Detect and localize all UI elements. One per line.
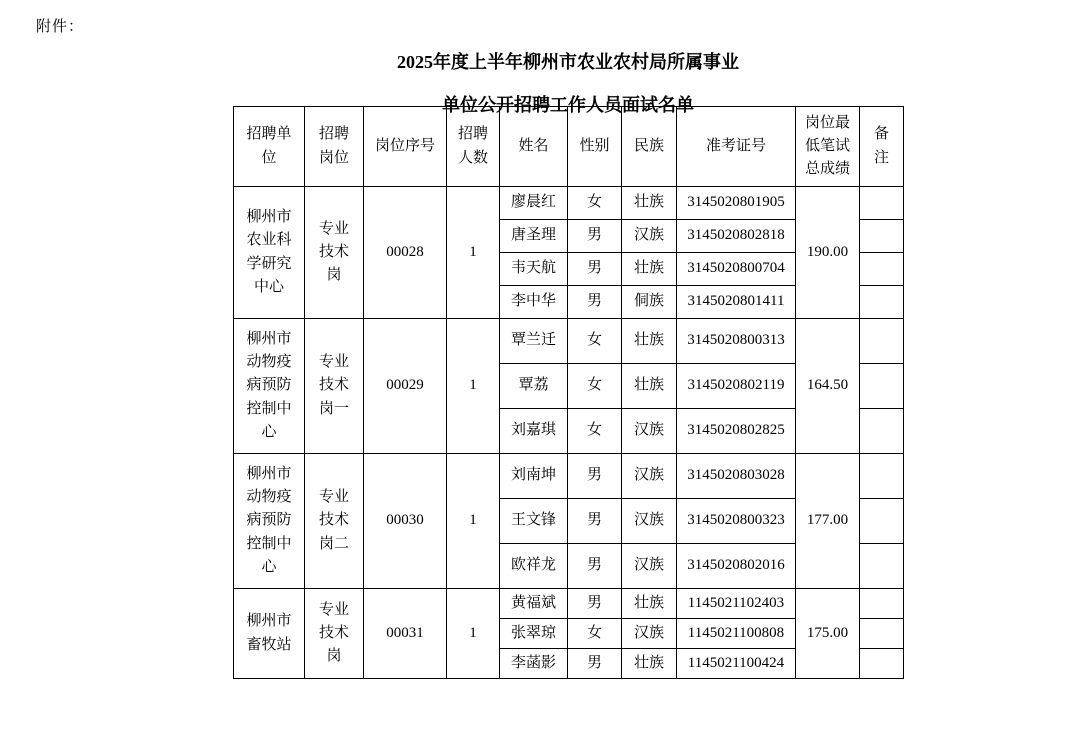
exam-no-cell: 1145021100424 <box>677 649 796 679</box>
exam-no-cell: 3145020800313 <box>677 319 796 364</box>
remark-cell <box>860 253 904 286</box>
position-cell: 专业技术岗 <box>305 187 364 319</box>
job-code-cell: 00028 <box>364 187 447 319</box>
remark-cell <box>860 319 904 364</box>
remark-cell <box>860 649 904 679</box>
exam-no-cell: 3145020802119 <box>677 364 796 409</box>
name-cell: 李菡影 <box>500 649 568 679</box>
position-cell: 专业技术岗二 <box>305 454 364 589</box>
table-row <box>234 319 904 364</box>
gender-cell: 女 <box>568 409 622 454</box>
header-remark: 备注 <box>860 107 904 187</box>
name-cell: 张翠琼 <box>500 619 568 649</box>
ethnicity-cell: 汉族 <box>622 544 677 589</box>
interview-roster-table <box>233 106 904 679</box>
table-row <box>234 454 904 499</box>
attachment-label: 附件： <box>36 19 85 35</box>
remark-cell <box>860 499 904 544</box>
header-exam-no: 准考证号 <box>677 107 796 187</box>
ethnicity-cell: 壮族 <box>622 319 677 364</box>
ethnicity-cell: 壮族 <box>622 589 677 619</box>
headcount-cell: 1 <box>447 319 500 454</box>
header-unit: 招聘单位 <box>234 107 305 187</box>
position-cell: 专业技术岗一 <box>305 319 364 454</box>
gender-cell: 男 <box>568 544 622 589</box>
score-cell: 175.00 <box>796 589 860 679</box>
name-cell: 韦天航 <box>500 253 568 286</box>
name-cell: 欧祥龙 <box>500 544 568 589</box>
remark-cell <box>860 589 904 619</box>
header-position: 招聘岗位 <box>305 107 364 187</box>
name-cell: 黄福斌 <box>500 589 568 619</box>
header-gender: 性别 <box>568 107 622 187</box>
gender-cell: 女 <box>568 619 622 649</box>
score-cell: 177.00 <box>796 454 860 589</box>
gender-cell: 女 <box>568 364 622 409</box>
ethnicity-cell: 壮族 <box>622 187 677 220</box>
remark-cell <box>860 409 904 454</box>
name-cell: 覃荔 <box>500 364 568 409</box>
name-cell: 刘嘉琪 <box>500 409 568 454</box>
table-row <box>234 589 904 619</box>
remark-cell <box>860 619 904 649</box>
exam-no-cell: 1145021102403 <box>677 589 796 619</box>
ethnicity-cell: 汉族 <box>622 409 677 454</box>
document-title-line2: 单位公开招聘工作人员面试名单 <box>442 95 694 115</box>
exam-no-cell: 3145020802016 <box>677 544 796 589</box>
job-code-cell: 00031 <box>364 589 447 679</box>
remark-cell <box>860 544 904 589</box>
header-min-score: 岗位最低笔试总成绩 <box>796 107 860 187</box>
gender-cell: 男 <box>568 499 622 544</box>
remark-cell <box>860 454 904 499</box>
ethnicity-cell: 汉族 <box>622 619 677 649</box>
table-row <box>234 187 904 220</box>
gender-cell: 男 <box>568 220 622 253</box>
table-header-row <box>234 107 904 187</box>
name-cell: 刘南坤 <box>500 454 568 499</box>
score-cell: 164.50 <box>796 319 860 454</box>
remark-cell <box>860 220 904 253</box>
name-cell: 廖晨红 <box>500 187 568 220</box>
name-cell: 唐圣理 <box>500 220 568 253</box>
headcount-cell: 1 <box>447 454 500 589</box>
header-headcount: 招聘人数 <box>447 107 500 187</box>
exam-no-cell: 1145021100808 <box>677 619 796 649</box>
gender-cell: 男 <box>568 286 622 319</box>
name-cell: 李中华 <box>500 286 568 319</box>
headcount-cell: 1 <box>447 589 500 679</box>
gender-cell: 女 <box>568 319 622 364</box>
unit-cell: 柳州市畜牧站 <box>234 589 305 679</box>
ethnicity-cell: 汉族 <box>622 454 677 499</box>
exam-no-cell: 3145020800704 <box>677 253 796 286</box>
remark-cell <box>860 286 904 319</box>
job-code-cell: 00030 <box>364 454 447 589</box>
unit-cell: 柳州市农业科学研究中心 <box>234 187 305 319</box>
remark-cell <box>860 187 904 220</box>
exam-no-cell: 3145020802825 <box>677 409 796 454</box>
header-ethnicity: 民族 <box>622 107 677 187</box>
remark-cell <box>860 364 904 409</box>
ethnicity-cell: 汉族 <box>622 499 677 544</box>
ethnicity-cell: 侗族 <box>622 286 677 319</box>
header-name: 姓名 <box>500 107 568 187</box>
unit-cell: 柳州市动物疫病预防控制中心 <box>234 454 305 589</box>
header-job-code: 岗位序号 <box>364 107 447 187</box>
score-cell: 190.00 <box>796 187 860 319</box>
gender-cell: 男 <box>568 253 622 286</box>
name-cell: 王文锋 <box>500 499 568 544</box>
ethnicity-cell: 壮族 <box>622 649 677 679</box>
position-cell: 专业技术岗 <box>305 589 364 679</box>
exam-no-cell: 3145020802818 <box>677 220 796 253</box>
exam-no-cell: 3145020801411 <box>677 286 796 319</box>
exam-no-cell: 3145020803028 <box>677 454 796 499</box>
gender-cell: 男 <box>568 454 622 499</box>
job-code-cell: 00029 <box>364 319 447 454</box>
ethnicity-cell: 壮族 <box>622 253 677 286</box>
exam-no-cell: 3145020800323 <box>677 499 796 544</box>
exam-no-cell: 3145020801905 <box>677 187 796 220</box>
unit-cell: 柳州市动物疫病预防控制中心 <box>234 319 305 454</box>
headcount-cell: 1 <box>447 187 500 319</box>
ethnicity-cell: 壮族 <box>622 364 677 409</box>
gender-cell: 女 <box>568 187 622 220</box>
name-cell: 覃兰迁 <box>500 319 568 364</box>
gender-cell: 男 <box>568 589 622 619</box>
ethnicity-cell: 汉族 <box>622 220 677 253</box>
gender-cell: 男 <box>568 649 622 679</box>
document-title-line1: 2025年度上半年柳州市农业农村局所属事业 <box>397 52 739 72</box>
